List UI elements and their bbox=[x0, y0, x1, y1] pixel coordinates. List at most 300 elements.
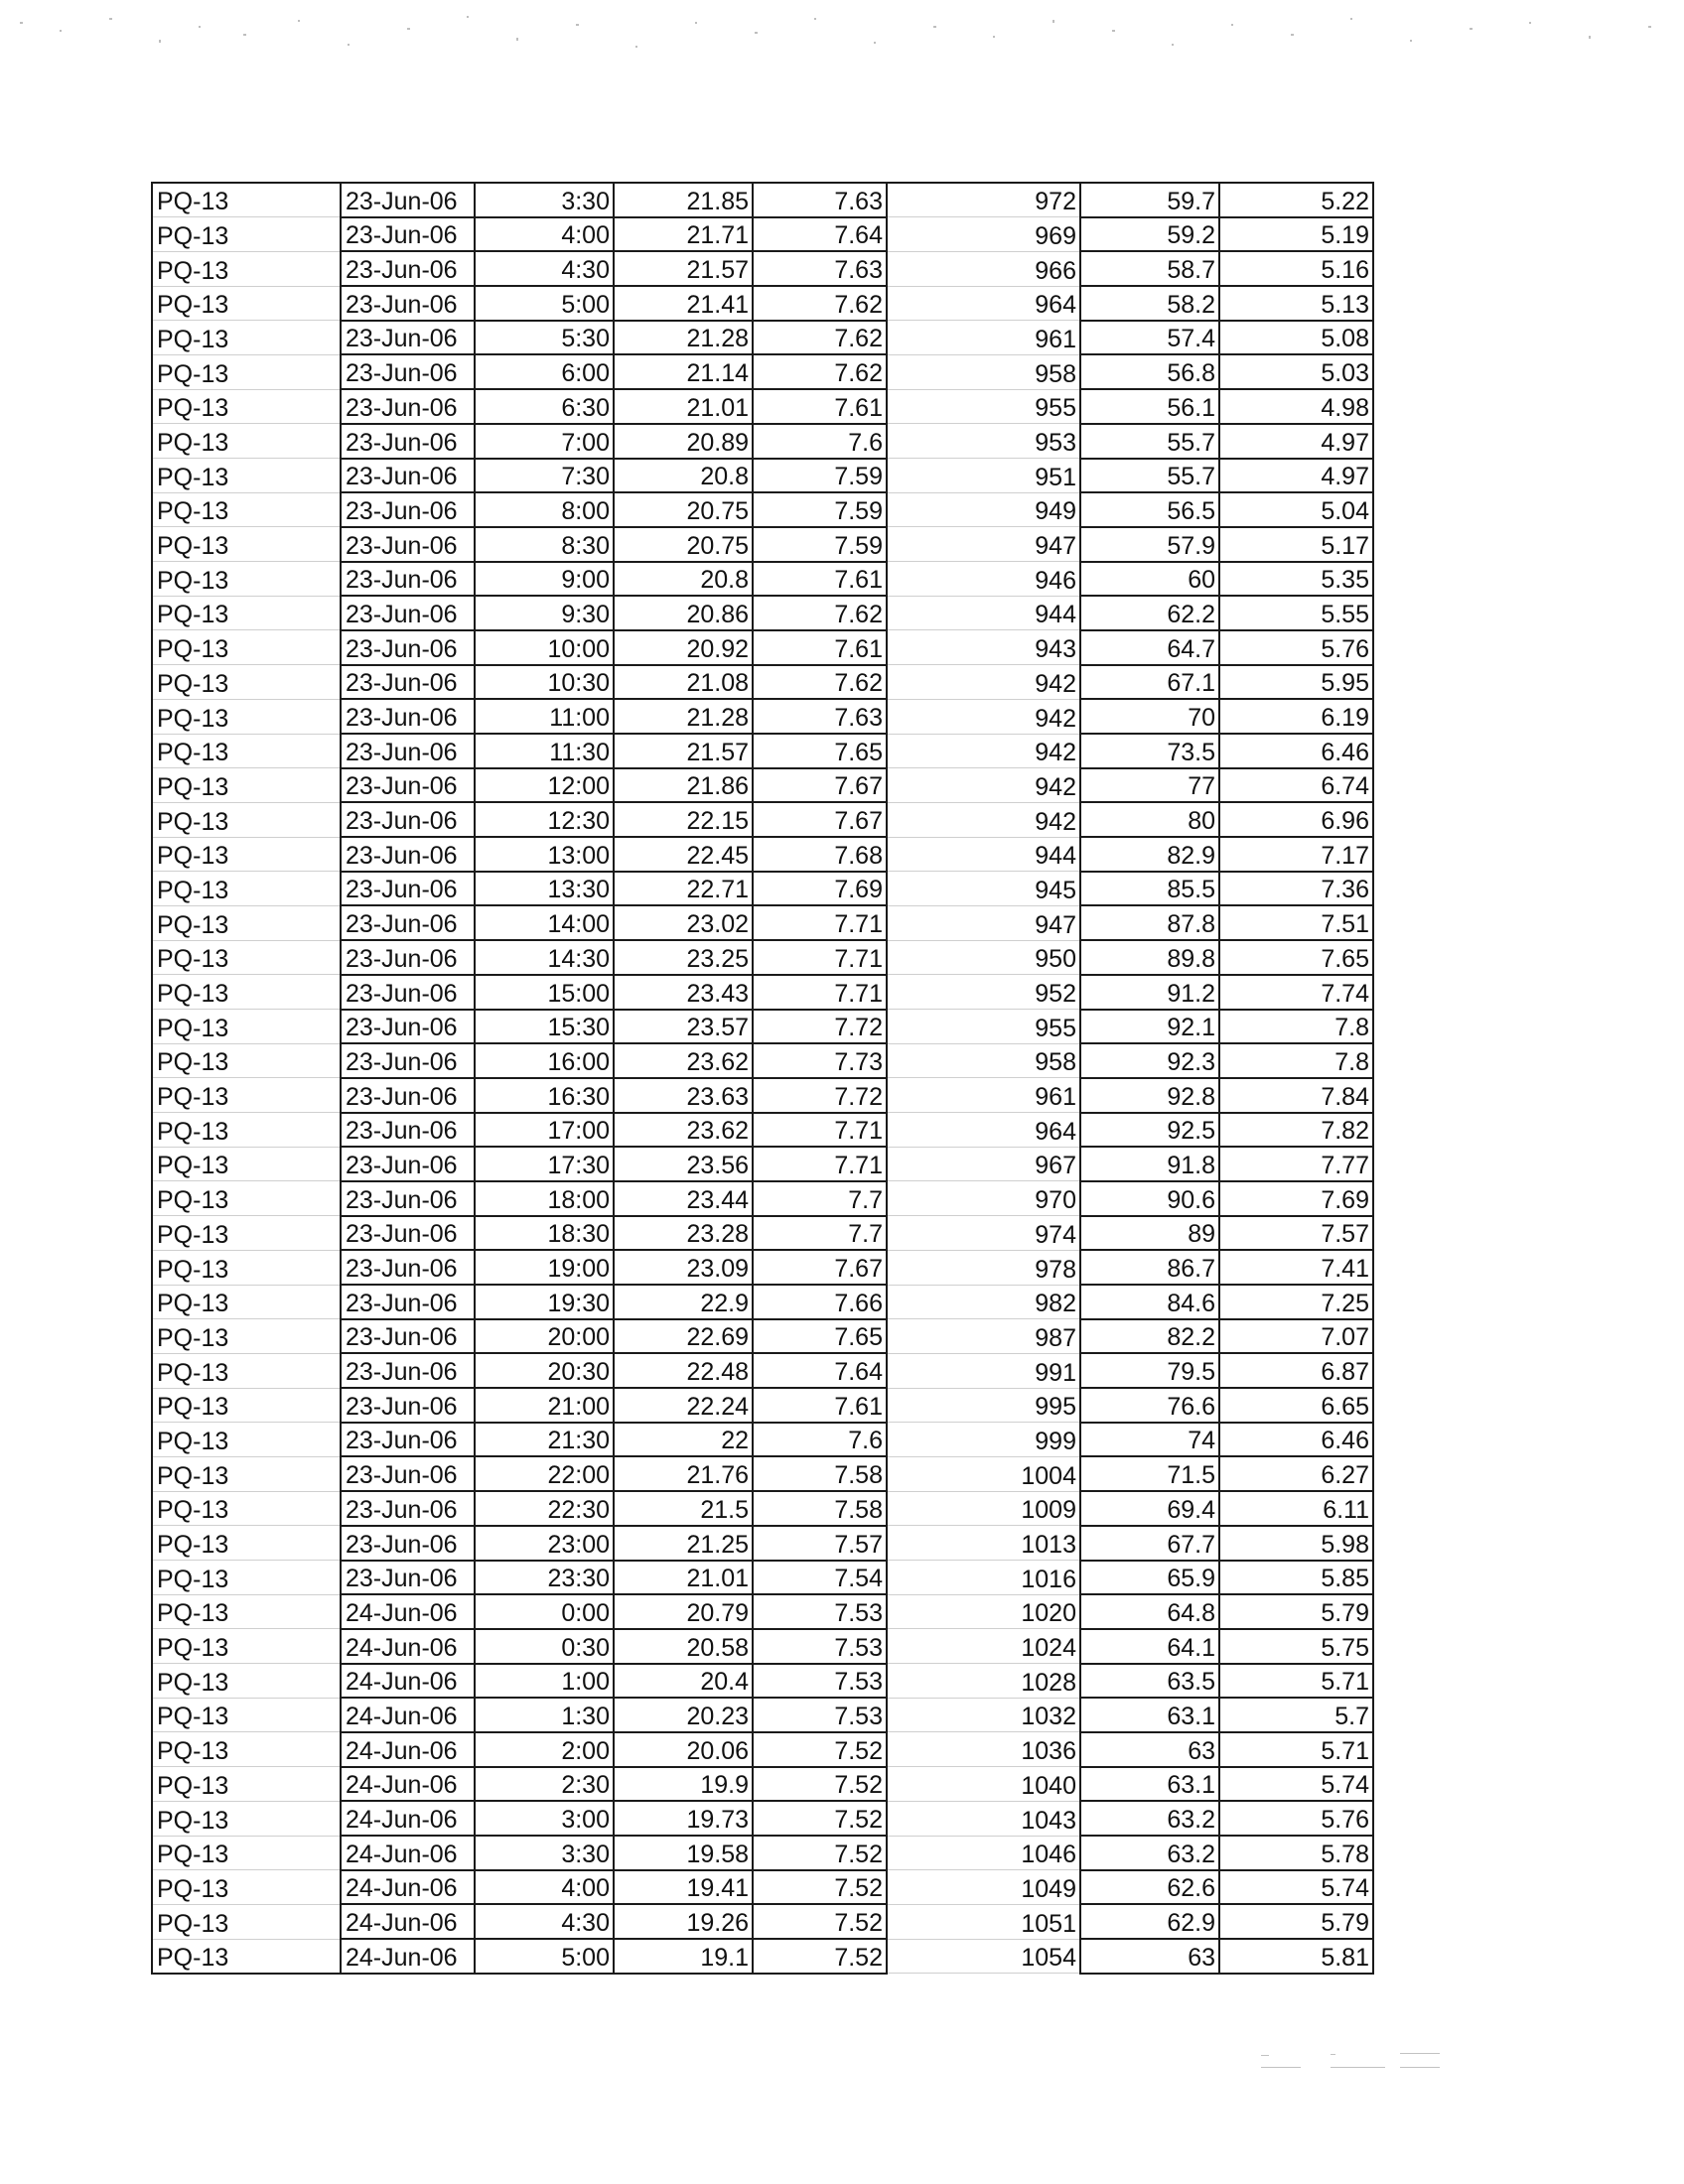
ph-cell: 7.62 bbox=[753, 596, 887, 630]
temperature-cell: 19.9 bbox=[614, 1767, 753, 1802]
do-percent-cell: 55.7 bbox=[1080, 424, 1219, 459]
ph-cell: 7.59 bbox=[753, 459, 887, 493]
do-percent-cell: 70 bbox=[1080, 699, 1219, 734]
do-mgl-cell: 7.17 bbox=[1219, 837, 1373, 872]
temperature-cell: 20.75 bbox=[614, 492, 753, 527]
temperature-cell: 21.57 bbox=[614, 251, 753, 286]
temperature-cell: 22.69 bbox=[614, 1319, 753, 1354]
time-cell: 19:30 bbox=[475, 1285, 614, 1319]
site-cell: PQ-13 bbox=[152, 286, 341, 321]
do-percent-cell: 64.1 bbox=[1080, 1629, 1219, 1664]
date-cell: 23-Jun-06 bbox=[341, 665, 475, 700]
site-cell: PQ-13 bbox=[152, 1664, 341, 1699]
temperature-cell: 20.06 bbox=[614, 1732, 753, 1767]
ph-cell: 7.63 bbox=[753, 699, 887, 734]
conductivity-cell: 1036 bbox=[887, 1732, 1080, 1767]
temperature-cell: 20.8 bbox=[614, 562, 753, 597]
temperature-cell: 21.14 bbox=[614, 354, 753, 389]
temperature-cell: 23.63 bbox=[614, 1078, 753, 1113]
do-mgl-cell: 6.46 bbox=[1219, 734, 1373, 768]
do-percent-cell: 57.9 bbox=[1080, 527, 1219, 562]
date-cell: 23-Jun-06 bbox=[341, 1319, 475, 1354]
date-cell: 23-Jun-06 bbox=[341, 734, 475, 768]
temperature-cell: 20.92 bbox=[614, 630, 753, 665]
site-cell: PQ-13 bbox=[152, 1698, 341, 1732]
do-mgl-cell: 5.16 bbox=[1219, 251, 1373, 286]
do-percent-cell: 58.7 bbox=[1080, 251, 1219, 286]
do-percent-cell: 79.5 bbox=[1080, 1353, 1219, 1388]
date-cell: 23-Jun-06 bbox=[341, 354, 475, 389]
temperature-cell: 22.45 bbox=[614, 837, 753, 872]
date-cell: 24-Jun-06 bbox=[341, 1870, 475, 1905]
temperature-cell: 21.01 bbox=[614, 389, 753, 424]
conductivity-cell: 1054 bbox=[887, 1939, 1080, 1974]
site-cell: PQ-13 bbox=[152, 1423, 341, 1457]
conductivity-cell: 942 bbox=[887, 699, 1080, 734]
date-cell: 24-Jun-06 bbox=[341, 1904, 475, 1939]
site-cell: PQ-13 bbox=[152, 389, 341, 424]
conductivity-cell: 950 bbox=[887, 940, 1080, 975]
table-row bbox=[152, 1732, 1373, 1767]
date-cell: 23-Jun-06 bbox=[341, 768, 475, 803]
temperature-cell: 22.48 bbox=[614, 1353, 753, 1388]
ph-cell: 7.63 bbox=[753, 251, 887, 286]
do-mgl-cell: 5.79 bbox=[1219, 1904, 1373, 1939]
temperature-cell: 22.24 bbox=[614, 1388, 753, 1423]
table-row bbox=[152, 940, 1373, 975]
site-cell: PQ-13 bbox=[152, 1216, 341, 1251]
table-row bbox=[152, 1043, 1373, 1078]
time-cell: 10:00 bbox=[475, 630, 614, 665]
table-row bbox=[152, 1216, 1373, 1251]
time-cell: 14:00 bbox=[475, 905, 614, 940]
site-cell: PQ-13 bbox=[152, 1010, 341, 1044]
time-cell: 2:30 bbox=[475, 1767, 614, 1802]
table-row bbox=[152, 492, 1373, 527]
temperature-cell: 23.62 bbox=[614, 1043, 753, 1078]
table-row bbox=[152, 354, 1373, 389]
table-row bbox=[152, 1904, 1373, 1939]
do-percent-cell: 62.2 bbox=[1080, 596, 1219, 630]
site-cell: PQ-13 bbox=[152, 1456, 341, 1491]
time-cell: 9:00 bbox=[475, 562, 614, 597]
date-cell: 24-Jun-06 bbox=[341, 1767, 475, 1802]
time-cell: 4:30 bbox=[475, 251, 614, 286]
conductivity-cell: 1013 bbox=[887, 1526, 1080, 1561]
date-cell: 23-Jun-06 bbox=[341, 1285, 475, 1319]
do-mgl-cell: 5.74 bbox=[1219, 1870, 1373, 1905]
temperature-cell: 22.9 bbox=[614, 1285, 753, 1319]
site-cell: PQ-13 bbox=[152, 321, 341, 355]
conductivity-cell: 1046 bbox=[887, 1836, 1080, 1870]
site-cell: PQ-13 bbox=[152, 802, 341, 837]
site-cell: PQ-13 bbox=[152, 1078, 341, 1113]
date-cell: 23-Jun-06 bbox=[341, 975, 475, 1010]
do-mgl-cell: 5.17 bbox=[1219, 527, 1373, 562]
do-mgl-cell: 4.97 bbox=[1219, 459, 1373, 493]
ph-cell: 7.63 bbox=[753, 183, 887, 217]
date-cell: 23-Jun-06 bbox=[341, 1078, 475, 1113]
time-cell: 17:00 bbox=[475, 1113, 614, 1148]
site-cell: PQ-13 bbox=[152, 1870, 341, 1905]
site-cell: PQ-13 bbox=[152, 1043, 341, 1078]
site-cell: PQ-13 bbox=[152, 1353, 341, 1388]
ph-cell: 7.52 bbox=[753, 1939, 887, 1974]
table-row bbox=[152, 389, 1373, 424]
table-row bbox=[152, 1388, 1373, 1423]
do-mgl-cell: 7.69 bbox=[1219, 1181, 1373, 1216]
date-cell: 23-Jun-06 bbox=[341, 940, 475, 975]
date-cell: 23-Jun-06 bbox=[341, 562, 475, 597]
date-cell: 24-Jun-06 bbox=[341, 1801, 475, 1836]
conductivity-cell: 1009 bbox=[887, 1491, 1080, 1526]
table-row bbox=[152, 802, 1373, 837]
conductivity-cell: 999 bbox=[887, 1423, 1080, 1457]
do-mgl-cell: 5.75 bbox=[1219, 1629, 1373, 1664]
ph-cell: 7.72 bbox=[753, 1010, 887, 1044]
do-percent-cell: 56.5 bbox=[1080, 492, 1219, 527]
ph-cell: 7.62 bbox=[753, 665, 887, 700]
time-cell: 13:30 bbox=[475, 872, 614, 906]
date-cell: 23-Jun-06 bbox=[341, 802, 475, 837]
time-cell: 0:00 bbox=[475, 1594, 614, 1629]
temperature-cell: 21.85 bbox=[614, 183, 753, 217]
date-cell: 23-Jun-06 bbox=[341, 389, 475, 424]
ph-cell: 7.61 bbox=[753, 630, 887, 665]
date-cell: 23-Jun-06 bbox=[341, 1113, 475, 1148]
do-mgl-cell: 6.19 bbox=[1219, 699, 1373, 734]
do-percent-cell: 64.8 bbox=[1080, 1594, 1219, 1629]
time-cell: 5:30 bbox=[475, 321, 614, 355]
date-cell: 24-Jun-06 bbox=[341, 1732, 475, 1767]
temperature-cell: 20.23 bbox=[614, 1698, 753, 1732]
do-percent-cell: 64.7 bbox=[1080, 630, 1219, 665]
do-percent-cell: 82.2 bbox=[1080, 1319, 1219, 1354]
conductivity-cell: 970 bbox=[887, 1181, 1080, 1216]
conductivity-cell: 967 bbox=[887, 1147, 1080, 1181]
table-row bbox=[152, 699, 1373, 734]
ph-cell: 7.62 bbox=[753, 321, 887, 355]
do-percent-cell: 74 bbox=[1080, 1423, 1219, 1457]
temperature-cell: 23.09 bbox=[614, 1250, 753, 1285]
conductivity-cell: 944 bbox=[887, 837, 1080, 872]
table-row bbox=[152, 459, 1373, 493]
date-cell: 23-Jun-06 bbox=[341, 1250, 475, 1285]
date-cell: 23-Jun-06 bbox=[341, 286, 475, 321]
temperature-cell: 23.28 bbox=[614, 1216, 753, 1251]
do-mgl-cell: 7.82 bbox=[1219, 1113, 1373, 1148]
do-mgl-cell: 7.25 bbox=[1219, 1285, 1373, 1319]
date-cell: 23-Jun-06 bbox=[341, 1526, 475, 1561]
ph-cell: 7.68 bbox=[753, 837, 887, 872]
do-mgl-cell: 5.08 bbox=[1219, 321, 1373, 355]
do-percent-cell: 69.4 bbox=[1080, 1491, 1219, 1526]
do-mgl-cell: 5.95 bbox=[1219, 665, 1373, 700]
time-cell: 3:00 bbox=[475, 1801, 614, 1836]
table-row bbox=[152, 630, 1373, 665]
date-cell: 24-Jun-06 bbox=[341, 1836, 475, 1870]
time-cell: 17:30 bbox=[475, 1147, 614, 1181]
do-percent-cell: 85.5 bbox=[1080, 872, 1219, 906]
time-cell: 8:00 bbox=[475, 492, 614, 527]
time-cell: 16:00 bbox=[475, 1043, 614, 1078]
do-mgl-cell: 5.03 bbox=[1219, 354, 1373, 389]
table-row bbox=[152, 1010, 1373, 1044]
table-row bbox=[152, 837, 1373, 872]
table-row bbox=[152, 1629, 1373, 1664]
time-cell: 1:30 bbox=[475, 1698, 614, 1732]
temperature-cell: 19.73 bbox=[614, 1801, 753, 1836]
table-row bbox=[152, 1285, 1373, 1319]
site-cell: PQ-13 bbox=[152, 1594, 341, 1629]
table-row bbox=[152, 1113, 1373, 1148]
do-percent-cell: 57.4 bbox=[1080, 321, 1219, 355]
time-cell: 23:30 bbox=[475, 1561, 614, 1595]
site-cell: PQ-13 bbox=[152, 1732, 341, 1767]
date-cell: 23-Jun-06 bbox=[341, 1423, 475, 1457]
temperature-cell: 21.5 bbox=[614, 1491, 753, 1526]
ph-cell: 7.73 bbox=[753, 1043, 887, 1078]
date-cell: 24-Jun-06 bbox=[341, 1664, 475, 1699]
ph-cell: 7.61 bbox=[753, 1388, 887, 1423]
date-cell: 24-Jun-06 bbox=[341, 1594, 475, 1629]
date-cell: 24-Jun-06 bbox=[341, 1698, 475, 1732]
date-cell: 23-Jun-06 bbox=[341, 1561, 475, 1595]
ph-cell: 7.67 bbox=[753, 802, 887, 837]
do-percent-cell: 56.8 bbox=[1080, 354, 1219, 389]
table-row bbox=[152, 905, 1373, 940]
date-cell: 23-Jun-06 bbox=[341, 1491, 475, 1526]
table-row bbox=[152, 321, 1373, 355]
temperature-cell: 20.86 bbox=[614, 596, 753, 630]
time-cell: 4:00 bbox=[475, 217, 614, 252]
time-cell: 20:00 bbox=[475, 1319, 614, 1354]
temperature-cell: 21.28 bbox=[614, 699, 753, 734]
date-cell: 23-Jun-06 bbox=[341, 699, 475, 734]
ph-cell: 7.65 bbox=[753, 734, 887, 768]
data-table bbox=[151, 182, 1374, 1975]
do-mgl-cell: 5.76 bbox=[1219, 630, 1373, 665]
do-mgl-cell: 5.13 bbox=[1219, 286, 1373, 321]
conductivity-cell: 961 bbox=[887, 321, 1080, 355]
do-mgl-cell: 6.11 bbox=[1219, 1491, 1373, 1526]
ph-cell: 7.7 bbox=[753, 1181, 887, 1216]
site-cell: PQ-13 bbox=[152, 1801, 341, 1836]
conductivity-cell: 991 bbox=[887, 1353, 1080, 1388]
table-row bbox=[152, 768, 1373, 803]
conductivity-cell: 944 bbox=[887, 596, 1080, 630]
temperature-cell: 20.79 bbox=[614, 1594, 753, 1629]
conductivity-cell: 946 bbox=[887, 562, 1080, 597]
time-cell: 15:00 bbox=[475, 975, 614, 1010]
do-mgl-cell: 5.79 bbox=[1219, 1594, 1373, 1629]
time-cell: 22:00 bbox=[475, 1456, 614, 1491]
date-cell: 23-Jun-06 bbox=[341, 183, 475, 217]
ph-cell: 7.59 bbox=[753, 492, 887, 527]
temperature-cell: 20.4 bbox=[614, 1664, 753, 1699]
site-cell: PQ-13 bbox=[152, 905, 341, 940]
do-percent-cell: 92.5 bbox=[1080, 1113, 1219, 1148]
site-cell: PQ-13 bbox=[152, 665, 341, 700]
temperature-cell: 23.57 bbox=[614, 1010, 753, 1044]
ph-cell: 7.52 bbox=[753, 1870, 887, 1905]
site-cell: PQ-13 bbox=[152, 1250, 341, 1285]
scan-noise-top bbox=[0, 0, 1684, 89]
temperature-cell: 23.43 bbox=[614, 975, 753, 1010]
do-percent-cell: 90.6 bbox=[1080, 1181, 1219, 1216]
do-percent-cell: 63.1 bbox=[1080, 1767, 1219, 1802]
temperature-cell: 19.41 bbox=[614, 1870, 753, 1905]
site-cell: PQ-13 bbox=[152, 1491, 341, 1526]
temperature-cell: 21.41 bbox=[614, 286, 753, 321]
conductivity-cell: 978 bbox=[887, 1250, 1080, 1285]
temperature-cell: 21.71 bbox=[614, 217, 753, 252]
site-cell: PQ-13 bbox=[152, 1181, 341, 1216]
temperature-cell: 22.15 bbox=[614, 802, 753, 837]
time-cell: 11:00 bbox=[475, 699, 614, 734]
date-cell: 23-Jun-06 bbox=[341, 1216, 475, 1251]
do-mgl-cell: 7.07 bbox=[1219, 1319, 1373, 1354]
table-row bbox=[152, 1147, 1373, 1181]
temperature-cell: 21.86 bbox=[614, 768, 753, 803]
site-cell: PQ-13 bbox=[152, 183, 341, 217]
time-cell: 15:30 bbox=[475, 1010, 614, 1044]
do-mgl-cell: 5.76 bbox=[1219, 1801, 1373, 1836]
site-cell: PQ-13 bbox=[152, 459, 341, 493]
table-row bbox=[152, 1664, 1373, 1699]
time-cell: 19:00 bbox=[475, 1250, 614, 1285]
time-cell: 3:30 bbox=[475, 1836, 614, 1870]
temperature-cell: 21.76 bbox=[614, 1456, 753, 1491]
time-cell: 5:00 bbox=[475, 286, 614, 321]
do-mgl-cell: 6.46 bbox=[1219, 1423, 1373, 1457]
site-cell: PQ-13 bbox=[152, 837, 341, 872]
ph-cell: 7.6 bbox=[753, 1423, 887, 1457]
do-percent-cell: 58.2 bbox=[1080, 286, 1219, 321]
do-percent-cell: 92.8 bbox=[1080, 1078, 1219, 1113]
time-cell: 2:00 bbox=[475, 1732, 614, 1767]
date-cell: 23-Jun-06 bbox=[341, 1181, 475, 1216]
do-mgl-cell: 5.22 bbox=[1219, 183, 1373, 217]
temperature-cell: 20.89 bbox=[614, 424, 753, 459]
time-cell: 6:00 bbox=[475, 354, 614, 389]
table-row bbox=[152, 1353, 1373, 1388]
table-row bbox=[152, 1561, 1373, 1595]
table-row bbox=[152, 1594, 1373, 1629]
date-cell: 23-Jun-06 bbox=[341, 527, 475, 562]
do-percent-cell: 63.5 bbox=[1080, 1664, 1219, 1699]
time-cell: 7:00 bbox=[475, 424, 614, 459]
table-row bbox=[152, 975, 1373, 1010]
do-mgl-cell: 5.81 bbox=[1219, 1939, 1373, 1974]
temperature-cell: 20.58 bbox=[614, 1629, 753, 1664]
table-row bbox=[152, 424, 1373, 459]
time-cell: 10:30 bbox=[475, 665, 614, 700]
do-mgl-cell: 5.35 bbox=[1219, 562, 1373, 597]
date-cell: 23-Jun-06 bbox=[341, 905, 475, 940]
conductivity-cell: 942 bbox=[887, 734, 1080, 768]
table-row bbox=[152, 1181, 1373, 1216]
temperature-cell: 23.25 bbox=[614, 940, 753, 975]
ph-cell: 7.7 bbox=[753, 1216, 887, 1251]
conductivity-cell: 969 bbox=[887, 217, 1080, 252]
do-percent-cell: 91.2 bbox=[1080, 975, 1219, 1010]
conductivity-cell: 942 bbox=[887, 768, 1080, 803]
site-cell: PQ-13 bbox=[152, 734, 341, 768]
conductivity-cell: 1040 bbox=[887, 1767, 1080, 1802]
site-cell: PQ-13 bbox=[152, 1526, 341, 1561]
conductivity-cell: 953 bbox=[887, 424, 1080, 459]
conductivity-cell: 943 bbox=[887, 630, 1080, 665]
do-mgl-cell: 7.36 bbox=[1219, 872, 1373, 906]
ph-cell: 7.52 bbox=[753, 1732, 887, 1767]
ph-cell: 7.67 bbox=[753, 768, 887, 803]
site-cell: PQ-13 bbox=[152, 217, 341, 252]
do-mgl-cell: 5.74 bbox=[1219, 1767, 1373, 1802]
table-row bbox=[152, 1526, 1373, 1561]
table-row bbox=[152, 251, 1373, 286]
time-cell: 7:30 bbox=[475, 459, 614, 493]
site-cell: PQ-13 bbox=[152, 527, 341, 562]
ph-cell: 7.52 bbox=[753, 1836, 887, 1870]
do-percent-cell: 56.1 bbox=[1080, 389, 1219, 424]
do-mgl-cell: 7.77 bbox=[1219, 1147, 1373, 1181]
ph-cell: 7.59 bbox=[753, 527, 887, 562]
do-percent-cell: 73.5 bbox=[1080, 734, 1219, 768]
do-percent-cell: 67.1 bbox=[1080, 665, 1219, 700]
site-cell: PQ-13 bbox=[152, 424, 341, 459]
time-cell: 4:00 bbox=[475, 1870, 614, 1905]
table-row bbox=[152, 1250, 1373, 1285]
table-row bbox=[152, 596, 1373, 630]
date-cell: 24-Jun-06 bbox=[341, 1629, 475, 1664]
time-cell: 9:30 bbox=[475, 596, 614, 630]
ph-cell: 7.71 bbox=[753, 1113, 887, 1148]
site-cell: PQ-13 bbox=[152, 1904, 341, 1939]
do-percent-cell: 84.6 bbox=[1080, 1285, 1219, 1319]
conductivity-cell: 958 bbox=[887, 1043, 1080, 1078]
table-row bbox=[152, 1698, 1373, 1732]
conductivity-cell: 1043 bbox=[887, 1801, 1080, 1836]
date-cell: 23-Jun-06 bbox=[341, 596, 475, 630]
conductivity-cell: 987 bbox=[887, 1319, 1080, 1354]
site-cell: PQ-13 bbox=[152, 1319, 341, 1354]
ph-cell: 7.58 bbox=[753, 1491, 887, 1526]
site-cell: PQ-13 bbox=[152, 562, 341, 597]
site-cell: PQ-13 bbox=[152, 1561, 341, 1595]
do-mgl-cell: 7.8 bbox=[1219, 1043, 1373, 1078]
site-cell: PQ-13 bbox=[152, 1285, 341, 1319]
do-percent-cell: 67.7 bbox=[1080, 1526, 1219, 1561]
table-row bbox=[152, 1078, 1373, 1113]
do-percent-cell: 82.9 bbox=[1080, 837, 1219, 872]
table-row bbox=[152, 734, 1373, 768]
do-mgl-cell: 5.98 bbox=[1219, 1526, 1373, 1561]
do-mgl-cell: 7.74 bbox=[1219, 975, 1373, 1010]
conductivity-cell: 974 bbox=[887, 1216, 1080, 1251]
do-mgl-cell: 4.97 bbox=[1219, 424, 1373, 459]
temperature-cell: 21.01 bbox=[614, 1561, 753, 1595]
date-cell: 23-Jun-06 bbox=[341, 492, 475, 527]
conductivity-cell: 1051 bbox=[887, 1904, 1080, 1939]
date-cell: 23-Jun-06 bbox=[341, 424, 475, 459]
date-cell: 23-Jun-06 bbox=[341, 630, 475, 665]
date-cell: 23-Jun-06 bbox=[341, 321, 475, 355]
conductivity-cell: 1028 bbox=[887, 1664, 1080, 1699]
conductivity-cell: 947 bbox=[887, 527, 1080, 562]
temperature-cell: 21.57 bbox=[614, 734, 753, 768]
conductivity-cell: 1004 bbox=[887, 1456, 1080, 1491]
